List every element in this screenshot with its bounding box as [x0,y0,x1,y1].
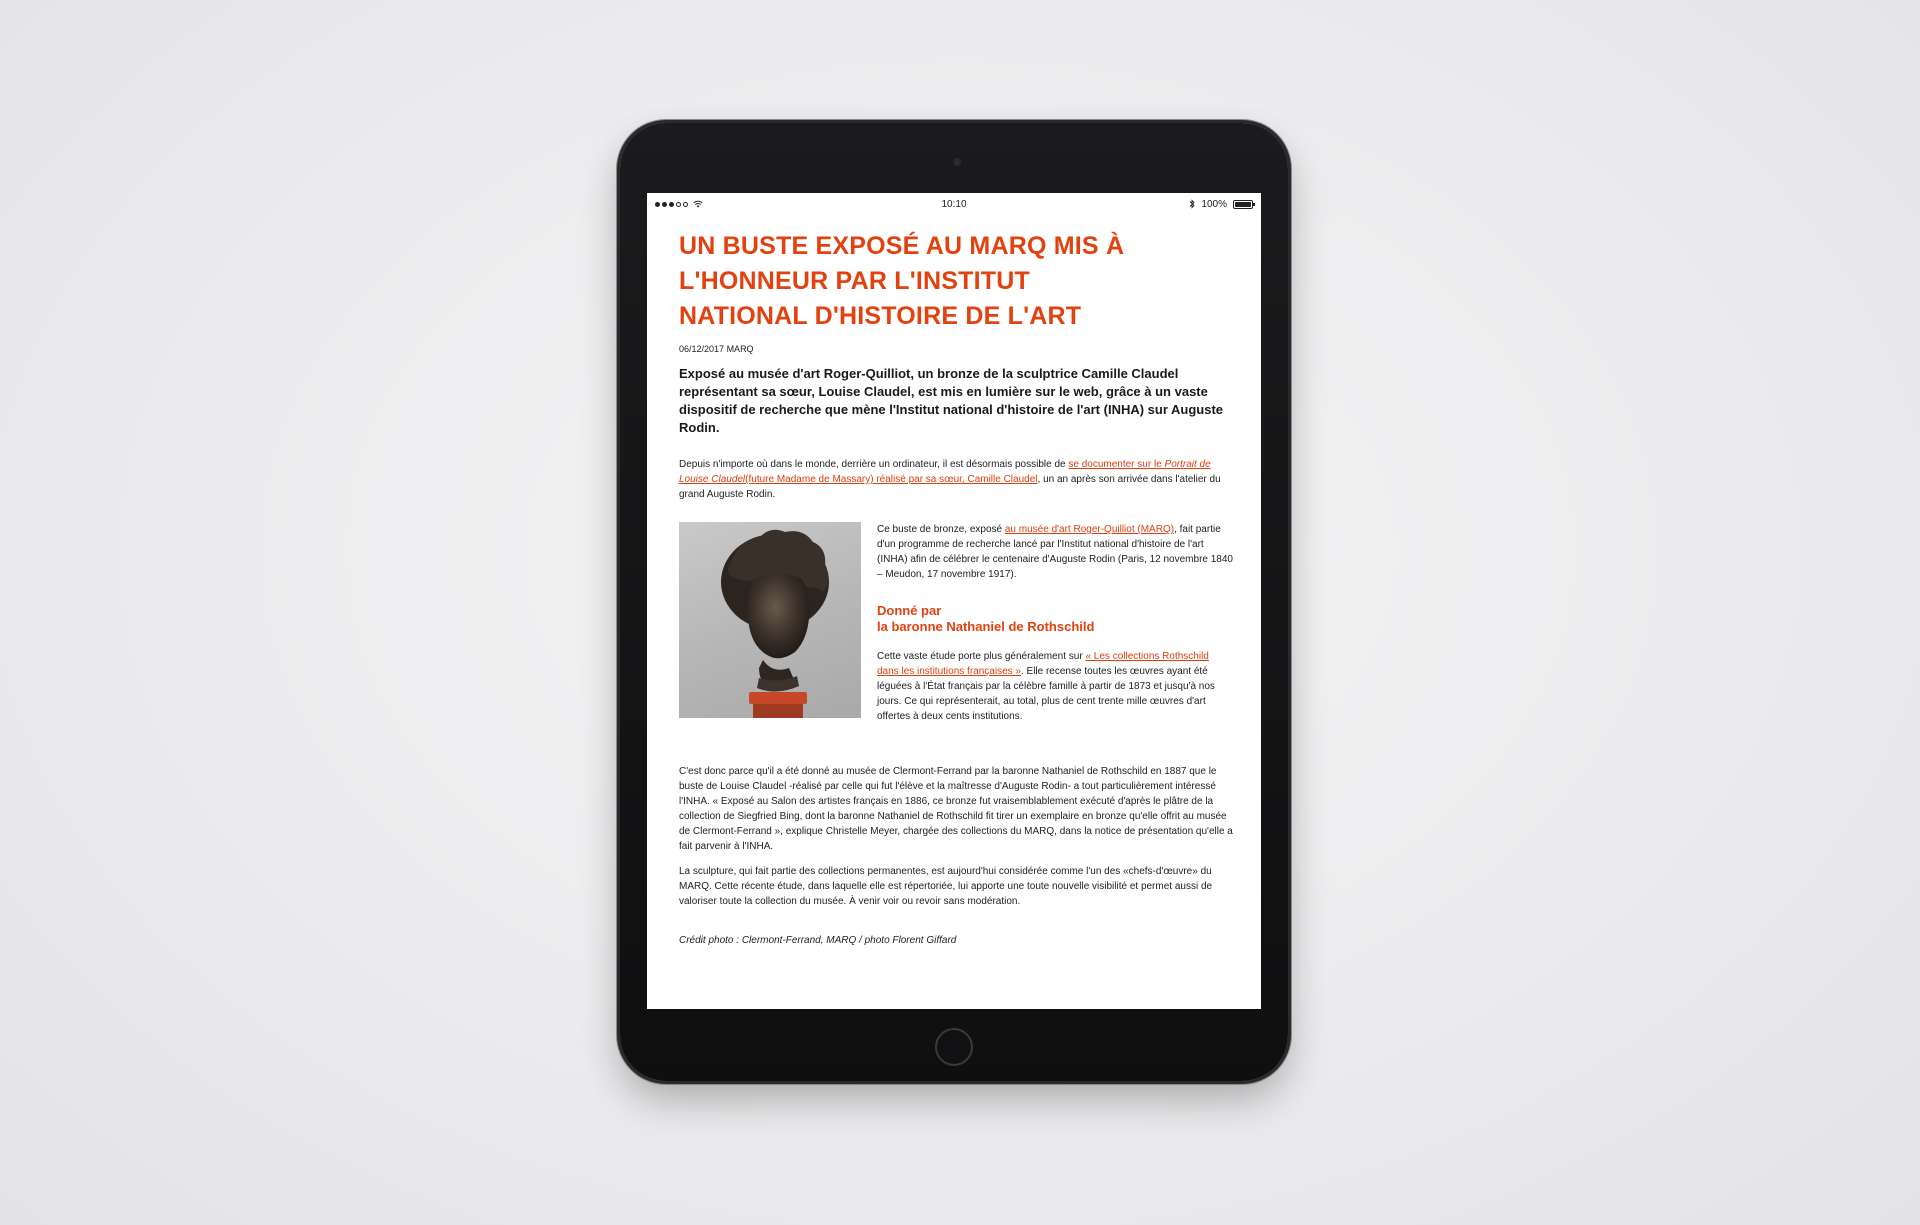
status-right [1189,199,1253,210]
wifi-icon [693,200,703,208]
screen[interactable] [647,193,1261,1009]
article-title-line: NATIONAL D'HISTOIRE DE L'ART [679,302,1082,330]
signal-dots-icon [655,202,688,207]
home-button-icon[interactable] [935,1028,973,1066]
camera-icon [952,157,962,167]
paragraph-text: , un an après son arrivée dans l'atelier du grand Auguste Rodin. [679,474,1221,500]
bluetooth-icon [1189,199,1195,209]
paragraph-text: Ce buste de bronze, exposé [877,524,1005,535]
battery-fill [1235,202,1251,207]
bust-illustration [679,522,861,718]
battery-percent: 100% [1201,198,1227,210]
article-category[interactable]: MARQ [726,344,754,354]
status-bar [647,193,1261,215]
article-title-line: L'HONNEUR PAR L'INSTITUT [679,267,1030,295]
bust-photo[interactable] [679,522,861,718]
battery-icon [1233,200,1253,209]
article [647,215,1261,946]
paragraph-text: , fait partie d'un programme de recherche lancé par l'Institut national d'histoire de l'art (INHA) afin de célébrer le centenaire d'Auguste Rodin (Paris, 12 novembre 1840 – Meudon, 17 novembre 1917). [877,524,1233,580]
article-title-line: UN BUSTE EXPOSÉ AU MARQ MIS À [679,232,1125,260]
paragraph-3 [877,649,1233,724]
section-subheading [877,603,1233,635]
tablet-device [620,123,1288,1081]
status-left [655,200,703,208]
paragraph-5: La sculpture, qui fait partie des collections permanentes, est aujourd'hui considérée comme l'un des «chefs-d'œuvre» du MARQ. Cette récente étude, dans laquelle elle est répertoriée, lui apporte une toute nouvelle visibilité et permet aussi de valoriser toute la collection du musée. À venir voir ou revoir sans modération. [679,866,1213,907]
paragraph-4: C'est donc parce qu'il a été donné au musée de Clermont-Ferrand par la baronne Nathaniel de Rothschild en 1887 que le buste de Louise Claudel -réalisé par celle qui fut l'élève et la maîtresse d'Auguste Rodin- a tout particulièrement intéressé l'INHA. « Exposé au Salon des artistes français en 1886, ce bronze fut vraisemblablement exécuté d'après le plâtre de la collection de Siegfried Bing, dont la baronne Nathaniel de Rothschild fit tirer un exemplaire en bronze qu'elle offrit au musée de Clermont-Ferrand », explique Christelle Meyer, chargée des collections du MARQ, dans la notice de présentation qu'elle a fait parvenir à l'INHA. [679,766,1233,852]
figure-row [679,522,1233,734]
paragraph-2 [877,522,1233,582]
link-text-italic[interactable]: Portrait de Louise Claudel [679,459,1211,485]
photo-credit: Crédit photo : Clermont-Ferrand, MARQ / photo Florent Giffard [679,935,957,946]
marq-museum-link[interactable]: au musée d'art Roger-Quilliot (MARQ) [1004,524,1175,535]
article-meta [679,344,1233,354]
paragraph-text: Depuis n'importe où dans le monde, derrière un ordinateur, il est désormais possible de [679,459,1069,470]
link-text[interactable]: (future Madame de Massary) réalisé par sa sœur, Camille Claudel [745,474,1038,485]
subheading-line: Donné par [877,603,942,618]
article-lead: Exposé au musée d'art Roger-Quilliot, un bronze de la sculptrice Camille Claudel représentant sa sœur, Louise Claudel, est mis en lumière sur le web, grâce à un vaste dispositif de recherche que mène l'Institut national d'histoire de l'art (INHA) sur Auguste Rodin. [679,366,1224,435]
link-text[interactable]: se documenter sur le [1068,459,1165,470]
article-title [679,229,1233,334]
article-date: 06/12/2017 [679,344,725,354]
rothschild-collections-link[interactable]: « Les collections Rothschild dans les institutions françaises » [877,651,1209,677]
paragraph-text: . Elle recense toutes les œuvres ayant été léguées à l'État français par la célèbre famille à partir de 1873 et jusqu'à nos jours. Ce qui représenterait, au total, plus de cent trente mille œuvres d'art offertes à deux cents institutions. [877,666,1215,722]
subheading-line: la baronne Nathaniel de Rothschild [877,619,1095,634]
paragraph-text: Cette vaste étude porte plus généralement sur [877,651,1086,662]
status-time: 10:10 [941,198,967,210]
paragraph-1 [679,457,1233,502]
figure-text [877,522,1233,734]
